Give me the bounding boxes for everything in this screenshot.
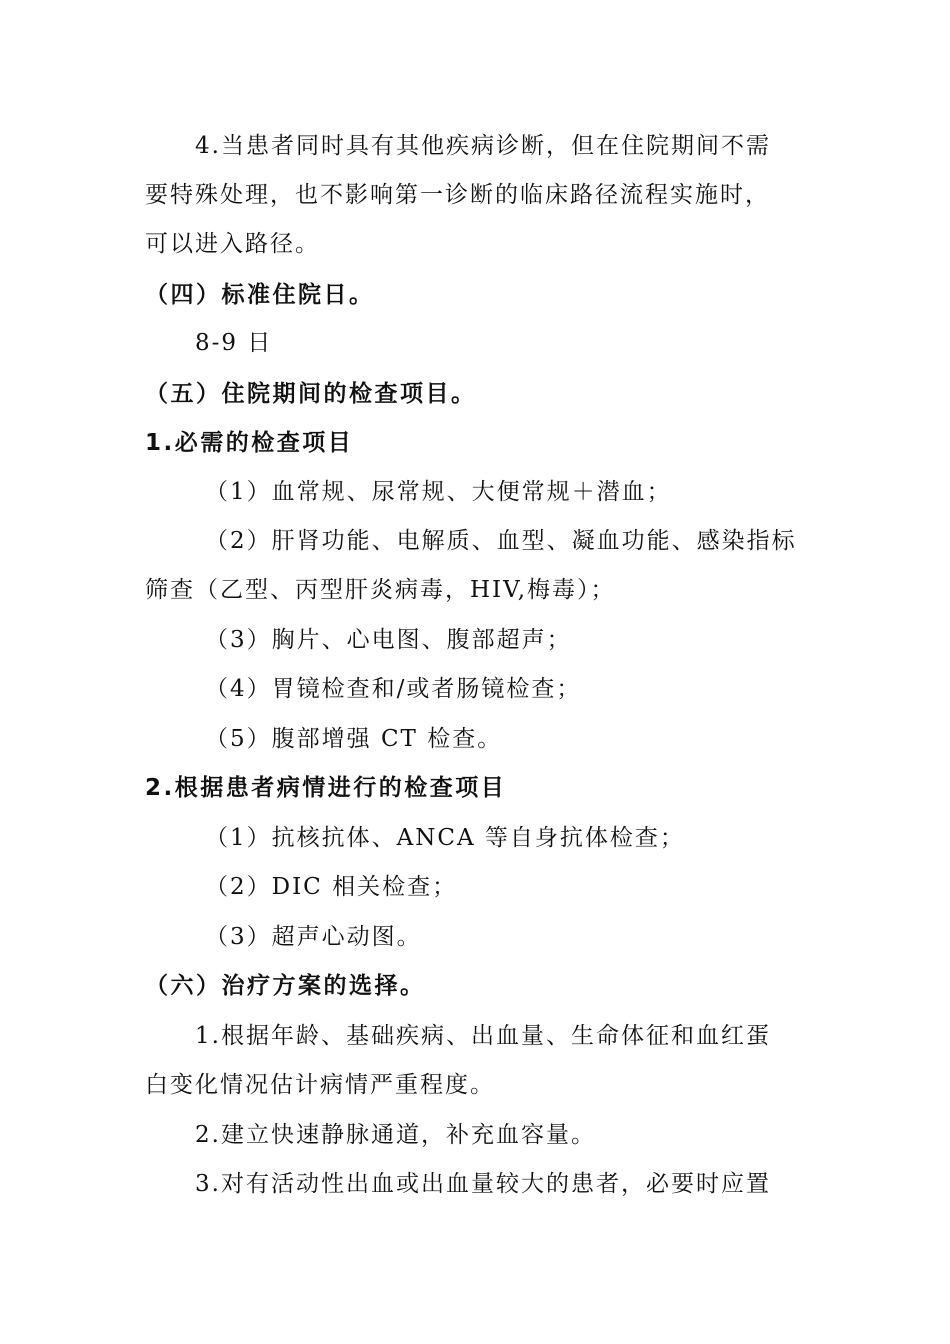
optional-exam-1: （1）抗核抗体、ANCA 等自身抗体检查； xyxy=(205,825,685,851)
required-exam-2-line-1: （2）肝肾功能、电解质、血型、凝血功能、感染指标 xyxy=(205,528,797,554)
treatment-1-line-1: 1.根据年龄、基础疾病、出血量、生命体征和血红蛋 xyxy=(195,1023,771,1049)
required-exam-4: （4）胃镜检查和/或者肠镜检查； xyxy=(205,676,582,702)
treatment-3-line-1: 3.对有活动性出血或出血量较大的患者，必要时应置 xyxy=(195,1171,771,1197)
treatment-2: 2.建立快速静脉通道，补充血容量。 xyxy=(195,1122,596,1148)
paragraph-4-line-1: 4.当患者同时具有其他疾病诊断，但在住院期间不需 xyxy=(195,133,771,159)
required-exam-1: （1）血常规、尿常规、大便常规＋潜血； xyxy=(205,479,672,505)
required-exam-3: （3）胸片、心电图、腹部超声； xyxy=(205,627,572,653)
paragraph-4-line-2: 要特殊处理，也不影响第一诊断的临床路径流程实施时， xyxy=(145,182,770,208)
treatment-1-line-2: 白变化情况估计病情严重程度。 xyxy=(145,1072,495,1098)
heading-optional-exams: 2.根据患者病情进行的检查项目 xyxy=(145,775,507,801)
standard-stay-days: 8-9 日 xyxy=(195,330,273,356)
optional-exam-3: （3）超声心动图。 xyxy=(205,924,422,950)
paragraph-4-line-3: 可以进入路径。 xyxy=(145,231,320,257)
heading-standard-stay: （四）标准住院日。 xyxy=(145,282,375,308)
required-exam-5: （5）腹部增强 CT 检查。 xyxy=(205,726,503,752)
optional-exam-2: （2）DIC 相关检查； xyxy=(205,874,458,900)
required-exam-2-line-2: 筛查（乙型、丙型肝炎病毒，HIV,梅毒）； xyxy=(145,577,616,603)
heading-exam-items: （五）住院期间的检查项目。 xyxy=(145,381,477,407)
heading-treatment-plan: （六）治疗方案的选择。 xyxy=(145,973,426,999)
heading-required-exams: 1.必需的检查项目 xyxy=(145,430,354,456)
